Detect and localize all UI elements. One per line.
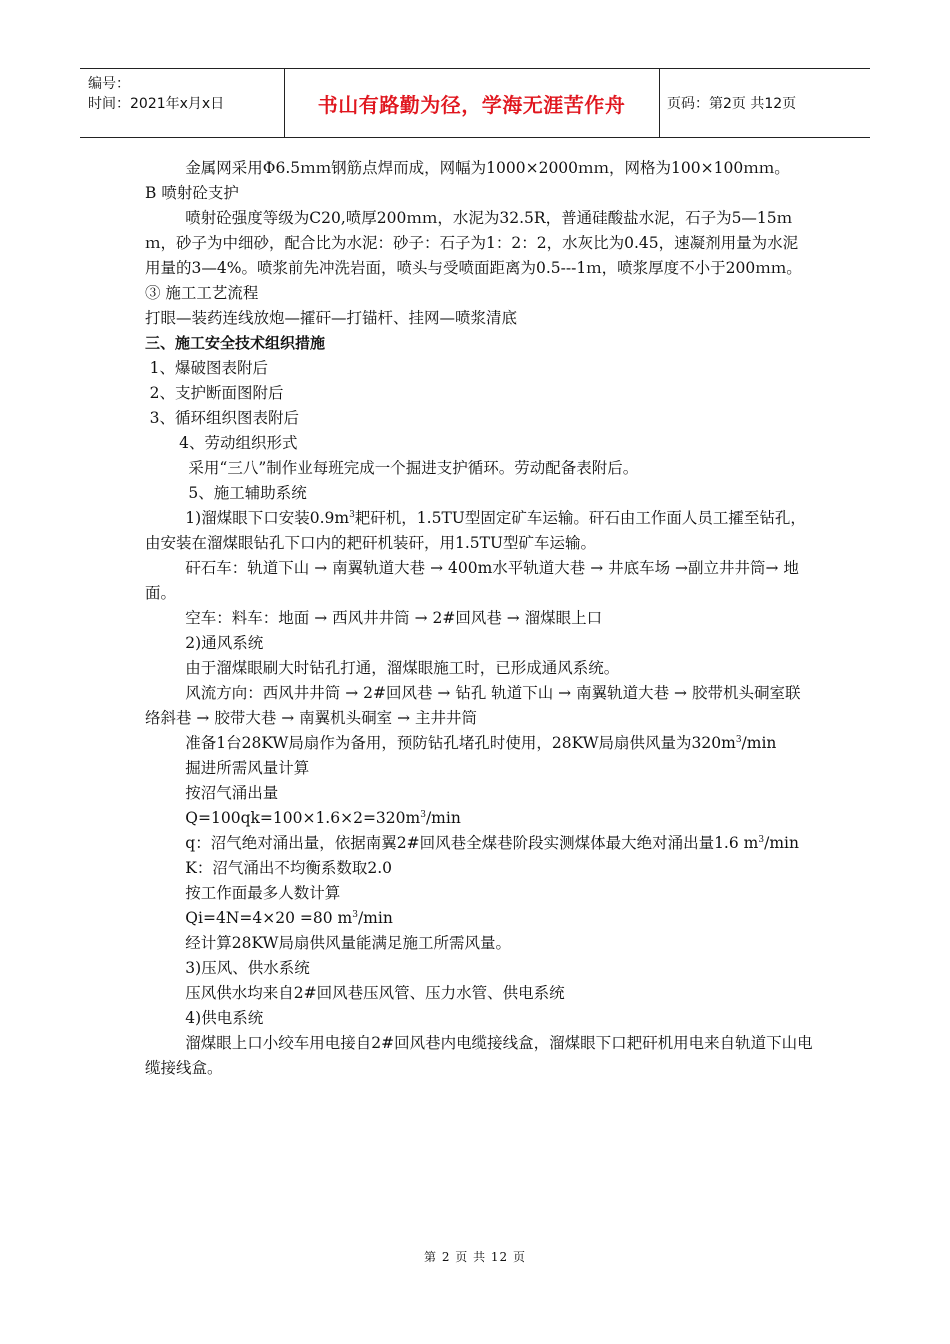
text-span: 准备1台28KW局扇作为备用，预防钻孔堵孔时使用，28KW局扇供风量为320m <box>185 734 736 752</box>
subheading-ventilation: 2)通风系统 <box>185 634 264 652</box>
header-page-cell <box>659 69 870 137</box>
superscript: 3 <box>758 834 765 845</box>
text-span: Q=100qk=100×1.6×2=320m <box>185 809 421 827</box>
superscript: 3 <box>420 809 426 820</box>
subheading-power: 4)供电系统 <box>185 1009 264 1027</box>
header-page-number: 页码：第2页 共12页 <box>667 96 797 112</box>
paragraph-conclusion: 经计算28KW局扇供风量能满足施工所需风量。 <box>185 934 511 952</box>
list-item-blasting: 1、爆破图表附后 <box>149 359 269 377</box>
paragraph-ventilation: 由于溜煤眼刷大时钻孔打通，溜煤眼施工时，已形成通风系统。 <box>185 659 620 677</box>
paragraph-power: 溜煤眼上口小绞车用电接自2#回风巷内电缆接线盒，溜煤眼下口耙矸机用电来自轨道下山电缆接线盒。 <box>145 1034 813 1077</box>
section-heading-safety: 三、施工安全技术组织措施 <box>145 334 326 352</box>
text-span: 耙矸机，1.5TU型固定矿车运输。矸石由工作面人员工攉至钻孔，由安装在溜煤眼钻孔下口内的耙矸机装矸，用1.5TU型矿车运输。 <box>145 509 806 552</box>
paragraph-metal-mesh: 金属网采用Φ6.5ｍｍ钢筋点焊而成，网幅为1000×2000ｍｍ，网格为100×100ｍｍ。 <box>185 159 790 177</box>
subheading-air-water: 3)压风、供水系统 <box>185 959 310 977</box>
text-span: q：沼气绝对涌出量，依据南翼2#回风巷全煤巷阶段实测煤体最大绝对涌出量1.6 m <box>185 834 759 852</box>
text-span: /min <box>357 909 393 927</box>
list-item-aux-system: 5、施工辅助系统 <box>188 484 307 502</box>
superscript: 3 <box>352 909 358 920</box>
text-span: /min <box>764 834 799 852</box>
paragraph-transport <box>145 506 813 556</box>
header-motto: 书山有路勤为径，学海无涯苦作舟 <box>284 69 660 137</box>
text-span: Qi=4N=4×20 =80 m <box>185 909 353 927</box>
list-item-labor: 4、劳动组织形式 <box>179 434 298 452</box>
list-item-cycle: 3、循环组织图表附后 <box>149 409 300 427</box>
paragraph-k-def: K：沼气涌出不均衡系数取2.0 <box>185 859 393 877</box>
paragraph-people-calc: 按工作面最多人数计算 <box>185 884 341 902</box>
formula-q <box>145 806 813 831</box>
paragraph-air-water: 压风供水均来自2#回风巷压风管、压力水管、供电系统 <box>185 984 565 1002</box>
paragraph-fan <box>145 731 813 756</box>
paragraph-gangue-route: 矸石车：轨道下山 → 南翼轨道大巷 → 400m水平轨道大巷 → 井底车场 →副立井井筒→ 地面。 <box>145 559 799 602</box>
paragraph-empty-car-route: 空车：料车：地面 → 西风井井筒 → 2#回风巷 → 溜煤眼上口 <box>185 609 603 627</box>
list-item-support: 2、支护断面图附后 <box>149 384 284 402</box>
paragraph-gas-emission: 按沼气涌出量 <box>185 784 279 802</box>
text-span: 1)溜煤眼下口安装0.9m <box>185 509 350 527</box>
subheading-shotcrete: B 喷射砼支护 <box>145 184 239 202</box>
document-body <box>145 156 813 1081</box>
paragraph-labor: 采用“三八”制作业每班完成一个掘进支护循环。劳动配备表附后。 <box>188 459 639 477</box>
doc-date-label: 时间：2021年x月x日 <box>88 96 225 112</box>
paragraph-airflow: 风流方向：西风井井筒 → 2#回风巷 → 钻孔 轨道下山 → 南翼轨道大巷 → 胶带机头硐室联络斜巷 → 胶带大巷 → 南翼机头硐室 → 主井井筒 <box>145 684 801 727</box>
header-info-cell <box>80 69 285 137</box>
paragraph-shotcrete: 喷射砼强度等级为C20,喷厚200ｍｍ，水泥为32.5R，普通硅酸盐水泥，石子为5—15ｍｍ，砂子为中细砂，配合比为水泥：砂子：石子为1：2：2，水灰比为0.45，速凝剂用量为水泥用量的3—4%。喷浆前先冲洗岩面，喷头与受喷面距离为0.5---1ｍ，喷浆厚度不小于200ｍｍ。 <box>145 209 802 277</box>
subheading-process-flow: ③ 施工工艺流程 <box>145 284 259 302</box>
page-header <box>80 68 870 138</box>
paragraph-q-def <box>145 831 813 856</box>
text-span: /min <box>741 734 777 752</box>
superscript: 3 <box>735 734 742 745</box>
page-footer: 第 2 页 共 12 页 <box>424 1250 526 1264</box>
superscript: 3 <box>349 509 355 520</box>
formula-qi <box>145 906 813 931</box>
text-span: /min <box>425 809 461 827</box>
paragraph-air-calc: 掘进所需风量计算 <box>185 759 310 777</box>
doc-number-label: 编号： <box>88 76 130 92</box>
paragraph-process-flow: 打眼—装药连线放炮—攉矸—打锚杆、挂网—喷浆清底 <box>145 309 518 327</box>
